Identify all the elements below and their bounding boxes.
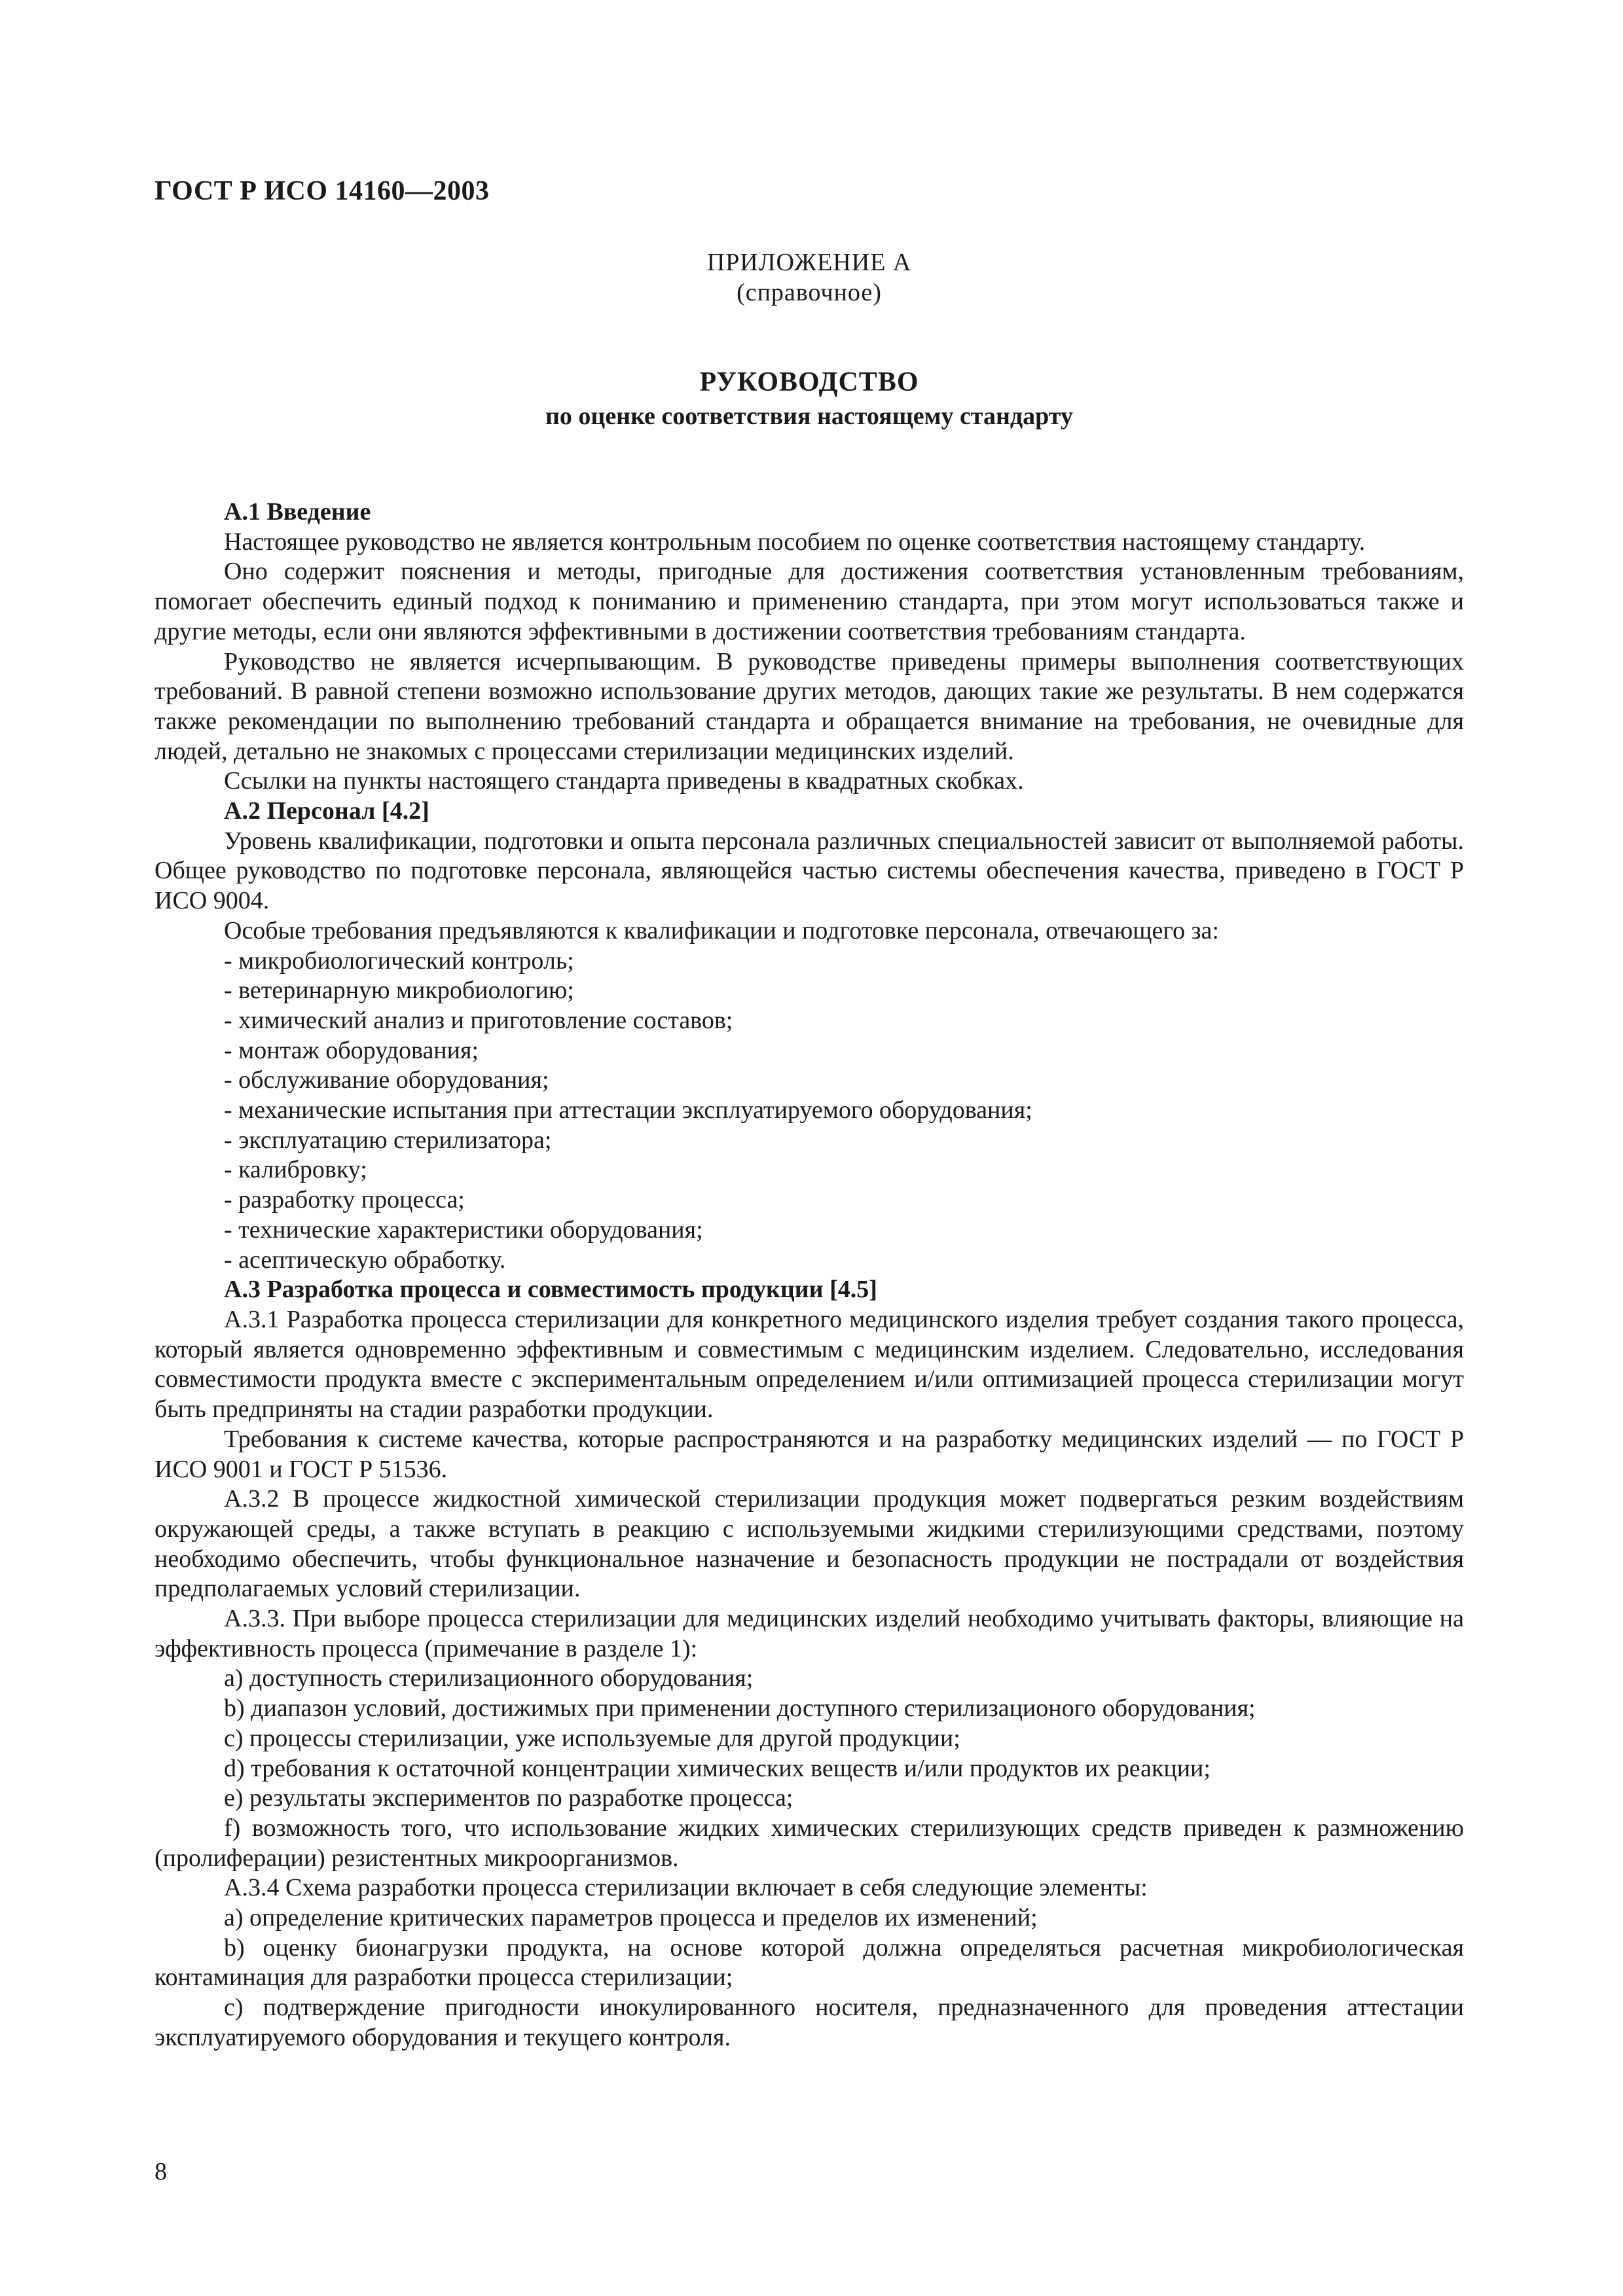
paragraph: А.3.4 Схема разработки процесса стерилизации включает в себя следующие элементы: (224, 1874, 1148, 1902)
paragraph: Требования к системе качества, которые распространяются и на разработку медицинских изделий — по ГОСТ Р ИСО 9001 и ГОСТ Р 51536. (155, 1425, 1464, 1483)
section-heading-a1: А.1 Введение (224, 498, 371, 526)
section-heading-a2: А.2 Персонал [4.2] (224, 797, 429, 825)
paragraph: Оно содержит пояснения и методы, пригодные для достижения соответствия установленным требованиям, помогает обеспечить единый подход к пониманию и применению стандарта, при этом могут использоваться также и другие методы, если они являются эффективными в достижении соответствия требованиям стандарта. (155, 558, 1464, 645)
list-item: - механические испытания при аттестации эксплуатируемого оборудования; (155, 1096, 1464, 1126)
list-item: - технические характеристики оборудования; (155, 1215, 1464, 1246)
list-item: f) возможность того, что использование жидких химических стерилизующих средств приведен к размножению (пролиферации) резистентных микроорганизмов. (155, 1814, 1464, 1872)
list-item: a) доступность стерилизационного оборудования; (224, 1664, 754, 1693)
paragraph: А.3.3. При выборе процесса стерилизации для медицинских изделий необходимо учитывать факторы, влияющие на эффективность процесса (примечание в разделе 1): (155, 1605, 1464, 1662)
paragraph: Руководство не является исчерпывающим. В руководстве приведены примеры выполнения соответствующих требований. В равной степени возможно использование других методов, дающих такие же результаты. В нем содержатся также рекомендации по выполнению требований стандарта и обращается внимание на требования, не очевидные для людей, детально не знакомых с процессами стерилизации медицинских изделий. (155, 647, 1464, 765)
list-item: - химический анализ и приготовление составов; (155, 1006, 1464, 1036)
document-code: ГОСТ Р ИСО 14160—2003 (155, 176, 490, 206)
list-item: c) подтверждение пригодности инокулированного носителя, предназначенного для проведения аттестации эксплуатируемого оборудования и текущего контроля. (155, 1994, 1464, 2051)
list-item: b) оценку бионагрузки продукта, на основе которой должна определяться расчетная микробиологическая контаминация для разработки процесса стерилизации; (155, 1933, 1464, 1992)
page-subtitle: по оценке соответствия настоящему стандарту (545, 403, 1073, 430)
list-item: - калибровку; (155, 1155, 1464, 1185)
list-item: e) результаты экспериментов по разработке процесса; (224, 1784, 793, 1812)
page-number: 8 (155, 2158, 167, 2185)
list-item: - разработку процесса; (155, 1185, 1464, 1215)
page-title: РУКОВОДСТВО (699, 367, 919, 397)
paragraph: Уровень квалификации, подготовки и опыта персонала различных специальностей зависит от выполняемой работы. Общее руководство по подготовке персонала, являющейся частью системы обеспечения качества, приведено в ГОСТ Р ИСО 9004. (155, 827, 1464, 915)
list-item: b) диапазон условий, достижимых при применении доступного стерилизационого оборудования; (224, 1695, 1256, 1723)
paragraph: Ссылки на пункты настоящего стандарта приведены в квадратных скобках. (224, 767, 1024, 795)
list-item: - эксплуатацию стерилизатора; (155, 1126, 1464, 1156)
appendix-note: (справочное) (737, 279, 882, 306)
appendix-title: ПРИЛОЖЕНИЕ А (706, 249, 912, 276)
paragraph: А.3.2 В процессе жидкостной химической стерилизации продукция может подвергаться резким воздействиям окружающей среды, а также вступать в реакцию с используемыми жидкими стерилизующими средствами, поэтому необходимо обеспечить, чтобы функциональное назначение и безопасность продукции не пострадали от воздействия предполагаемых условий стерилизации. (155, 1485, 1464, 1603)
list-item: - микробиологический контроль; (155, 946, 1464, 977)
list-item: - обслуживание оборудования; (155, 1066, 1464, 1096)
document-body (155, 497, 1464, 2053)
list-item: d) требования к остаточной концентрации химических веществ и/или продуктов их реакции; (224, 1754, 1211, 1782)
list-item: a) определение критических параметров процесса и пределов их изменений; (224, 1904, 1038, 1932)
list-item: c) процессы стерилизации, уже используемые для другой продукции; (224, 1724, 960, 1752)
paragraph: А.3.1 Разработка процесса стерилизации для конкретного медицинского изделия требует создания такого процесса, который является одновременно эффективным и совместимым с медицинским изделием. Следовательно, исследования совместимости продукта вместе с экспериментальным определением и/или оптимизацией процесса стерилизации могут быть предприняты на стадии разработки продукции. (155, 1305, 1464, 1424)
paragraph: Настоящее руководство не является контрольным пособием по оценке соответствия настоящему стандарту. (224, 528, 1366, 556)
list-item: - асептическую обработку. (155, 1246, 1464, 1276)
list-item: - монтаж оборудования; (155, 1036, 1464, 1066)
list-item: - ветеринарную микробиологию; (155, 976, 1464, 1006)
paragraph: Особые требования предъявляются к квалификации и подготовке персонала, отвечающего за: (224, 916, 1219, 944)
section-heading-a3: А.3 Разработка процесса и совместимость продукции [4.5] (224, 1276, 877, 1304)
